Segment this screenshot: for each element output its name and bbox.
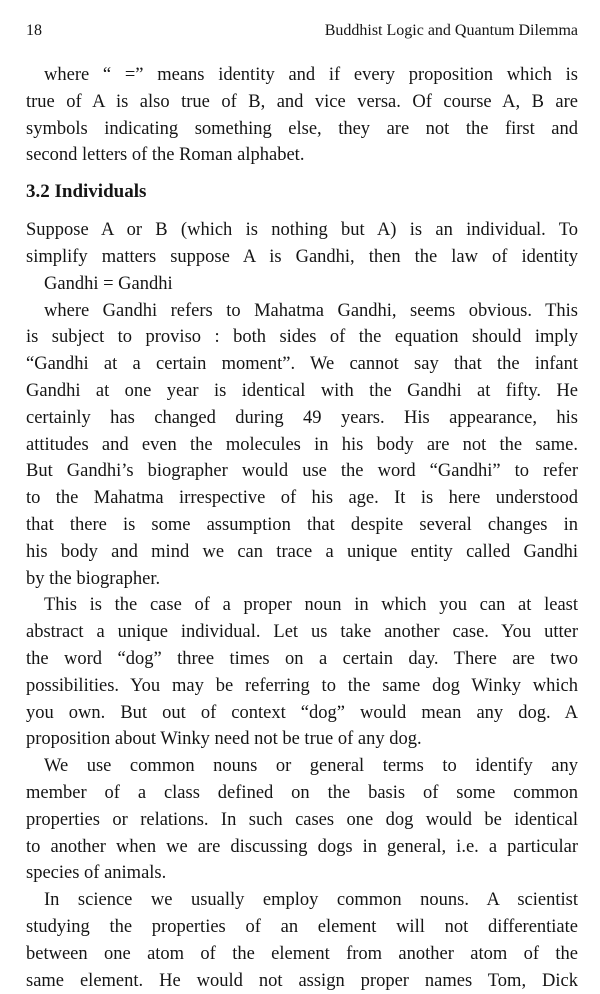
page-header [26,22,578,46]
text-line: true of A is also true of B, and vice versa. Of course A, B are [26,89,578,116]
text-line: where Gandhi refers to Mahatma Gandhi, seems obvious. This [26,298,578,325]
text-line: simplify matters suppose A is Gandhi, then the law of identity [26,244,578,271]
text-line: where “ =” means identity and if every proposition which is [26,62,578,89]
text-line: But Gandhi’s biographer would use the word “Gandhi” to refer [26,458,578,485]
text-line: same element. He would not assign proper names Tom, Dick [26,968,578,994]
text-line: properties or relations. In such cases one dog would be identical [26,807,578,834]
text-line: between one atom of the element from another atom of the [26,941,578,968]
page-body [26,62,578,994]
text-line: abstract a unique individual. Let us take another case. You utter [26,619,578,646]
equation-line: Gandhi = Gandhi [26,271,578,298]
text-line: that there is some assumption that despite several changes in [26,512,578,539]
running-title: Buddhist Logic and Quantum Dilemma [325,22,578,40]
text-line: “Gandhi at a certain moment”. We cannot say that the infant [26,351,578,378]
text-line: In science we usually employ common nouns. A scientist [26,887,578,914]
section-heading: 3.2 Individuals [26,179,578,205]
text-line: his body and mind we can trace a unique entity called Gandhi [26,539,578,566]
text-line: by the biographer. [26,566,578,593]
text-line: symbols indicating something else, they are not the first and [26,116,578,143]
text-line: studying the properties of an element will not differentiate [26,914,578,941]
text-line: proposition about Winky need not be true of any dog. [26,726,578,753]
text-line: Suppose A or B (which is nothing but A) is an individual. To [26,217,578,244]
text-line: This is the case of a proper noun in which you can at least [26,592,578,619]
text-line: is subject to proviso : both sides of the equation should imply [26,324,578,351]
text-line: We use common nouns or general terms to identify any [26,753,578,780]
page-number: 18 [26,22,42,40]
text-line: certainly has changed during 49 years. His appearance, his [26,405,578,432]
text-line: species of animals. [26,860,578,887]
text-line: member of a class defined on the basis of some common [26,780,578,807]
text-line: Gandhi at one year is identical with the Gandhi at fifty. He [26,378,578,405]
text-line: to another when we are discussing dogs in general, i.e. a particular [26,834,578,861]
text-line: possibilities. You may be referring to the same dog Winky which [26,673,578,700]
text-line: second letters of the Roman alphabet. [26,142,578,169]
text-line: to the Mahatma irrespective of his age. It is here understood [26,485,578,512]
text-line: the word “dog” three times on a certain day. There are two [26,646,578,673]
text-line: attitudes and even the molecules in his body are not the same. [26,432,578,459]
text-line: you own. But out of context “dog” would mean any dog. A [26,700,578,727]
